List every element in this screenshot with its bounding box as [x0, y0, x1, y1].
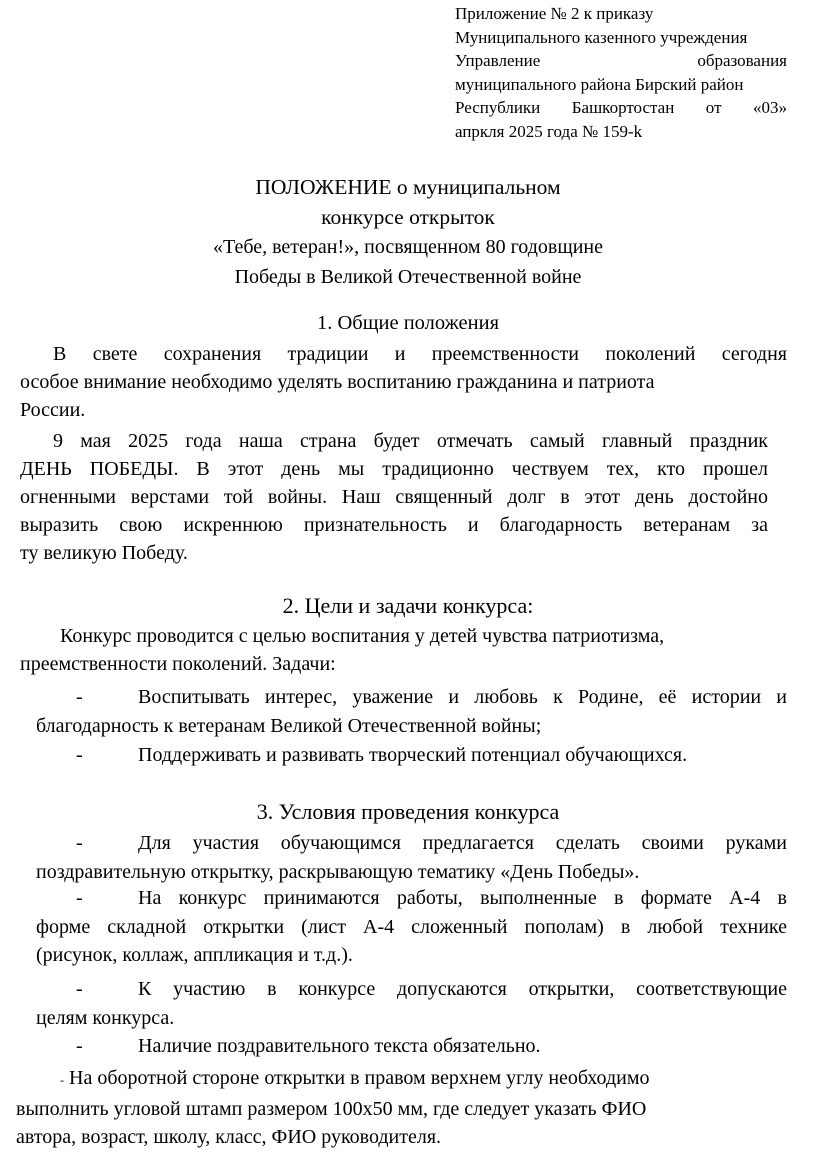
- list-item-text: Поддерживать и развивать творческий потенциал обучающихся.: [138, 744, 688, 766]
- list-item-text: поздравительную открытку, раскрывающую тематику «День Победы».: [36, 860, 640, 883]
- dash-bullet: -: [76, 1035, 83, 1057]
- paragraph-line: ДЕНЬ ПОБЕДЫ. В этот день мы традиционно чествуем тех, кто прошел: [20, 458, 768, 480]
- list-item-text: целям конкурса.: [36, 1006, 175, 1029]
- dash-bullet: -: [60, 1073, 64, 1087]
- list-item-text: К участию в конкурсе допускаются открытки, соответствующие: [138, 978, 787, 1000]
- dash-bullet: -: [76, 686, 83, 708]
- list-item-text: форме складной открытки (лист А-4 сложенный пополам) в любой технике: [36, 915, 787, 938]
- dash-bullet: -: [76, 887, 83, 909]
- paragraph-general-2: [20, 427, 768, 567]
- header-line: апркля 2025 года № 159-k: [455, 121, 643, 141]
- paragraph-line: 9 мая 2025 года наша страна будет отмечать самый главный праздник: [53, 430, 768, 452]
- paragraph-line: выразить свою искреннюю признательность и благодарность ветеранам за: [20, 514, 768, 536]
- document-title: [0, 172, 816, 292]
- list-item: [36, 1032, 787, 1061]
- header-line: Муниципального казенного учреждения: [455, 27, 748, 47]
- paragraph-line: России.: [20, 399, 86, 421]
- list-item: [36, 829, 787, 886]
- title-line: конкурсе открыток: [321, 205, 495, 229]
- section-heading-conditions: 3. Условия проведения конкурса: [256, 799, 560, 824]
- dash-bullet: -: [76, 744, 83, 766]
- title-line: «Тебе, ветеран!», посвященном 80 годовщине: [212, 236, 604, 258]
- list-item-text: (рисунок, коллаж, аппликация и т.д.).: [36, 944, 353, 966]
- section-heading-goals: 2. Цели и задачи конкурса:: [282, 593, 534, 618]
- list-item-text: На оборотной стороне открытки в правом верхнем углу необходимо: [69, 1067, 650, 1089]
- list-item-text: Воспитывать интерес, уважение и любовь к Родине, её истории и: [138, 686, 787, 708]
- list-item: [36, 975, 787, 1032]
- paragraph-line: особое внимание необходимо уделять воспитанию гражданина и патриота: [20, 371, 655, 393]
- list-item: [36, 741, 787, 770]
- list-item-text: благодарность к ветеранам Великой Отечественной войны;: [36, 714, 542, 737]
- dash-bullet: -: [76, 978, 83, 1000]
- header-line: Управление образования: [455, 51, 787, 70]
- paragraph-goals-intro: [20, 622, 780, 678]
- header-line: муниципального района Бирский район: [455, 74, 744, 94]
- paragraph-line: преемственности поколений. Задачи:: [20, 653, 336, 675]
- header-line: Приложение № 2 к приказу: [455, 4, 654, 23]
- header-line: Республики Башкортостан от «03»: [455, 98, 787, 117]
- title-line: ПОЛОЖЕНИЕ о муниципальном: [255, 175, 561, 199]
- paragraph-line: огненными верстами той войны. Наш священный долг в этот день достойно: [20, 486, 768, 508]
- paragraph-line: В свете сохранения традиции и преемственности поколений сегодня: [53, 343, 787, 365]
- list-item: [16, 1064, 776, 1152]
- list-item-text: Наличие поздравительного текста обязательно.: [138, 1035, 541, 1057]
- list-item-text: На конкурс принимаются работы, выполненные в формате А-4 в: [138, 887, 787, 909]
- paragraph-line: ту великую Победу.: [20, 542, 188, 564]
- title-line: Победы в Великой Отечественной войне: [234, 266, 582, 288]
- section-heading-general: 1. Общие положения: [317, 312, 499, 334]
- paragraph-general-1: [20, 340, 787, 424]
- list-item: [36, 683, 787, 740]
- list-item: [36, 884, 787, 970]
- paragraph-line: Конкурс проводится с целью воспитания у детей чувства патриотизма,: [60, 625, 665, 647]
- order-attachment-header: [455, 2, 787, 143]
- list-item-text: выполнить угловой штамп размером 100х50 мм, где следует указать ФИО: [16, 1097, 647, 1120]
- list-item-text: Для участия обучающимся предлагается сделать своими руками: [138, 832, 787, 854]
- list-item-text: автора, возраст, школу, класс, ФИО руководителя.: [16, 1126, 442, 1148]
- dash-bullet: -: [76, 832, 83, 854]
